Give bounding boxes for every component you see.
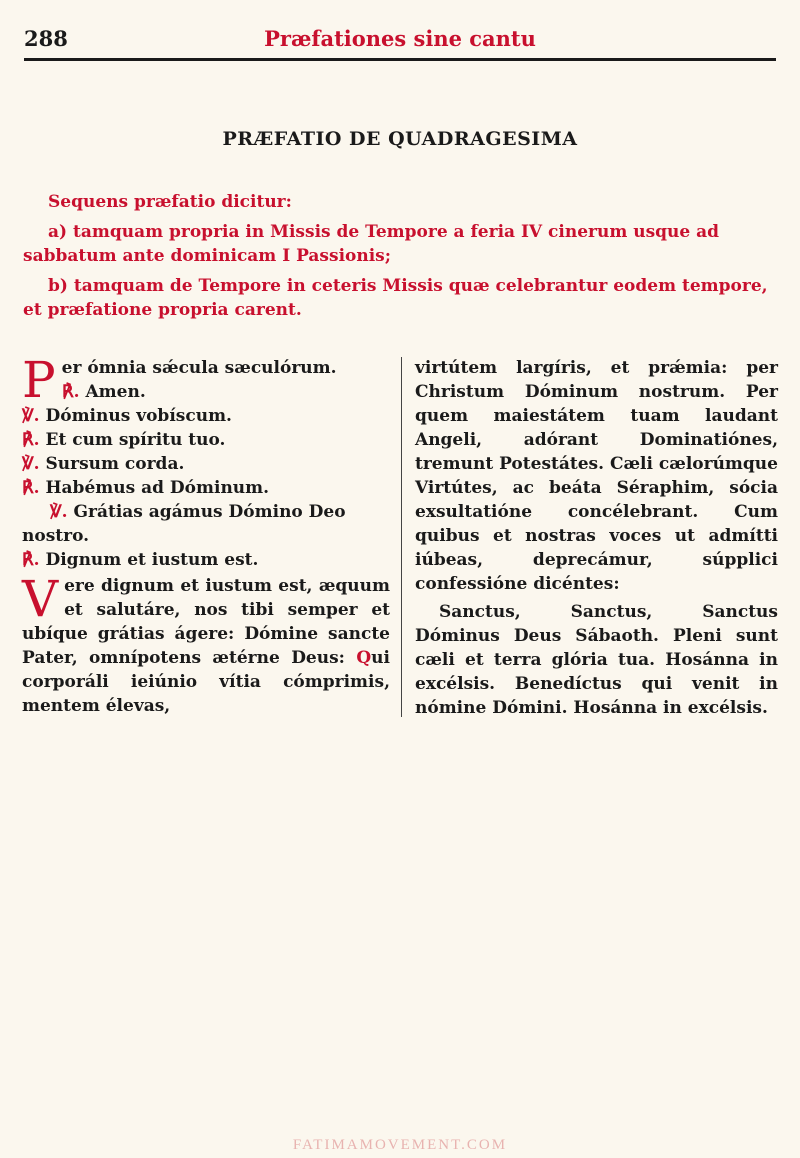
- right-column: [415, 356, 778, 720]
- sursum-text: Sursum corda.: [45, 454, 185, 474]
- vere-tail: ui corporáli ieiúnio vítia cómprimis, mentem élevas,: [22, 648, 390, 716]
- versicle-symbol: ℣.: [50, 502, 68, 522]
- drop-cap-v: V: [22, 570, 59, 628]
- preface-continuation: virtútem largíris, et prǽmia: per Christum Dóminum nostrum. Per quem maiestátem tuam laudant Angeli, adórant Dominatiónes, tremunt Potestátes. Cæli cælorúmque Virtútes, ac beáta Séraphim, sócia exsultatióne concélebrant. Cum quibus et nostras voces ut admítti iúbeas, deprecámur, súpplici confessióne dicéntes:: [415, 358, 778, 594]
- header-rule: [24, 58, 776, 61]
- per-omnia-block: [22, 351, 390, 409]
- per-omnia-line: er ómnia sǽcula sæculórum.: [61, 358, 337, 378]
- versicle-sursum: [22, 452, 390, 476]
- running-title: Præfationes sine cantu: [264, 26, 536, 51]
- vere-text: ere dignum et iustum est, æquum et salutáre, nos tibi semper et ubíque grátias ágere: Dómine sancte Pater, omnípotens ætérne Deus:: [22, 576, 390, 668]
- qui-initial: Q: [356, 648, 372, 668]
- drop-cap-p: P: [22, 351, 56, 409]
- etcum-text: Et cum spíritu tuo.: [45, 430, 226, 450]
- versicle-gratias: [22, 500, 390, 548]
- vere-dignum-para: [22, 570, 390, 718]
- versicle-symbol: ℣.: [22, 406, 40, 426]
- response-habemus: [22, 476, 390, 500]
- watermark: FATIMAMOVEMENT.COM: [292, 1137, 508, 1153]
- left-column: [22, 351, 390, 718]
- page-number: 288: [24, 26, 68, 51]
- rubric-intro: Sequens præfatio dicitur:: [48, 192, 292, 212]
- section-title: PRÆFATIO DE QUADRAGESIMA: [222, 128, 578, 150]
- versicle-symbol: ℣.: [22, 454, 40, 474]
- page-header: [24, 22, 776, 58]
- response-symbol: ℟.: [22, 430, 40, 450]
- response-symbol: ℟.: [22, 478, 40, 498]
- amen-line: [22, 380, 390, 404]
- rubric-a: a) tamquam propria in Missis de Tempore a feria IV cinerum usque ad sabbatum ante dominicam I Passionis;: [23, 222, 720, 266]
- response-symbol: ℟.: [62, 382, 80, 402]
- response-dignum: [22, 548, 390, 572]
- gratias-text: Grátias agámus Dómino Deo nostro.: [22, 502, 346, 546]
- dignum-text: Dignum et iustum est.: [45, 550, 259, 570]
- sanctus-para: Sanctus, Sanctus, Sanctus Dóminus Deus Sábaoth. Pleni sunt cæli et terra glória tua. Hosánna in excélsis. Benedíctus qui venit in nómine Dómini. Hosánna in excélsis.: [415, 602, 778, 718]
- response-symbol: ℟.: [22, 550, 40, 570]
- habemus-text: Habémus ad Dóminum.: [45, 478, 270, 498]
- versicle-dominus: [22, 404, 390, 428]
- dominus-text: Dóminus vobíscum.: [45, 406, 232, 426]
- column-divider: [401, 357, 402, 717]
- rubrics: [23, 190, 779, 328]
- rubric-b: b) tamquam de Tempore in ceteris Missis quæ celebrantur eodem tempore, et præfatione propria carent.: [23, 276, 768, 320]
- response-etcum: [22, 428, 390, 452]
- amen-text: Amen.: [85, 382, 146, 402]
